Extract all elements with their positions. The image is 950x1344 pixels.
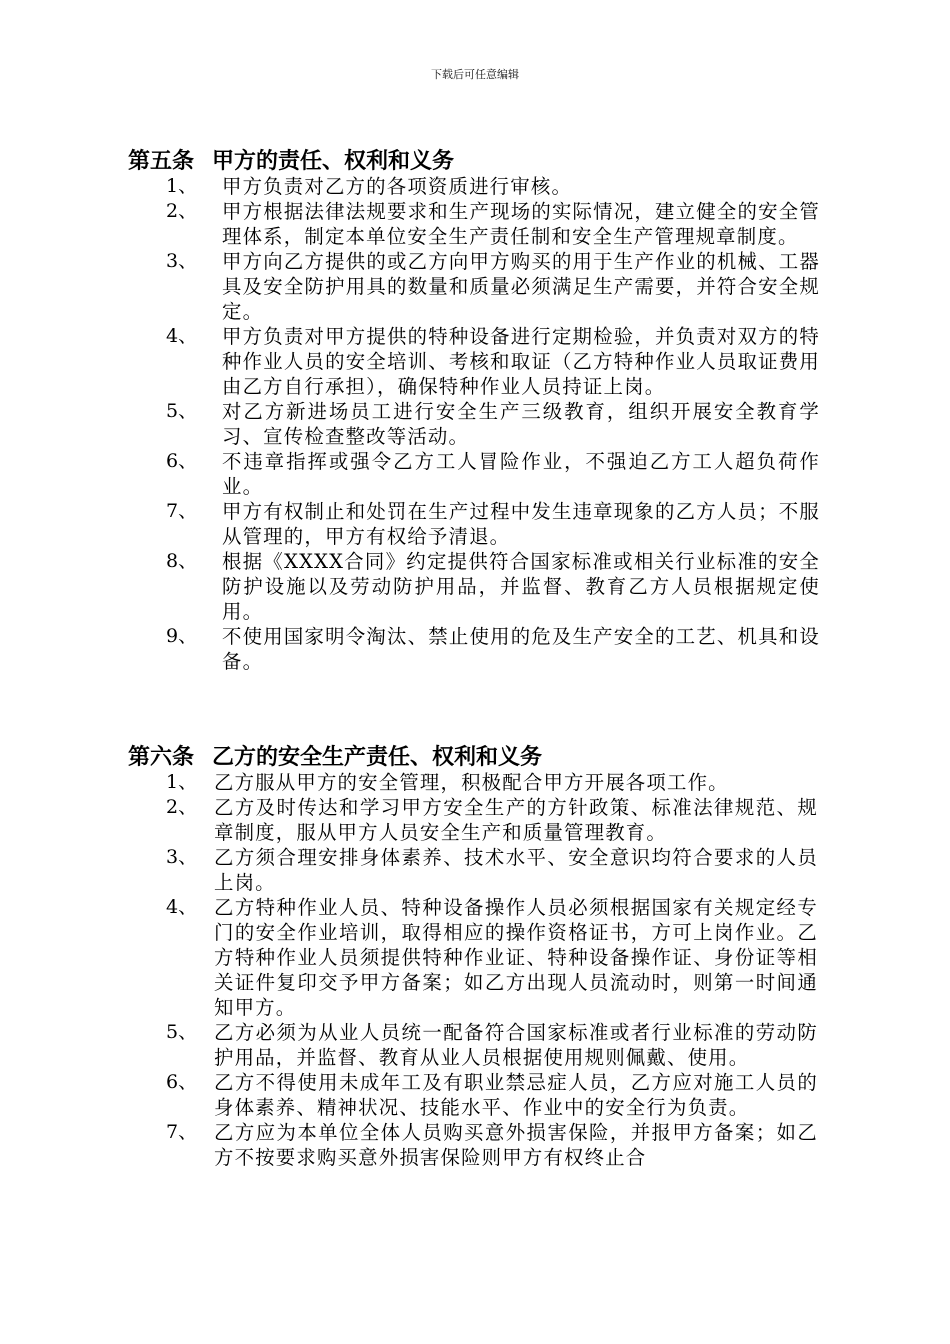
- item-number: 1、: [166, 771, 198, 793]
- list-item: [0, 449, 950, 499]
- list-item: [0, 845, 950, 895]
- item-number: 2、: [166, 200, 198, 222]
- item-number: 5、: [166, 1021, 198, 1043]
- item-text: 乙方特种作业人员、特种设备操作人员必须根据国家有关规定经专门的安全作业培训，取得相应的操作资格证书，方可上岗作业。乙方特种作业人员须提供特种作业证、特种设备操作证、身份证等相关证件复印交予甲方备案；如乙方出现人员流动时，则第一时间通知甲方。: [214, 896, 818, 1019]
- item-text: 甲方向乙方提供的或乙方向甲方购买的用于生产作业的机械、工器具及安全防护用具的数量和质量必须满足生产需要，并符合安全规定。: [222, 250, 820, 323]
- item-number: 4、: [166, 325, 198, 347]
- item-text: 乙方不得使用未成年工及有职业禁忌症人员，乙方应对施工人员的身体素养、精神状况、技能水平、作业中的安全行为负责。: [214, 1071, 818, 1119]
- item-number: 2、: [166, 796, 198, 818]
- item-number: 7、: [166, 1121, 198, 1143]
- section-6-label: 第六条: [128, 744, 195, 770]
- list-item: [0, 795, 950, 845]
- section-5-label: 第五条: [128, 148, 195, 174]
- item-text: 不违章指挥或强令乙方工人冒险作业，不强迫乙方工人超负荷作业。: [222, 450, 820, 498]
- item-text: 乙方须合理安排身体素养、技术水平、安全意识均符合要求的人员上岗。: [214, 846, 818, 894]
- item-number: 8、: [166, 550, 198, 572]
- list-item: [0, 1070, 950, 1120]
- item-number: 6、: [166, 1071, 198, 1093]
- list-item: [0, 499, 950, 549]
- item-text: 乙方必须为从业人员统一配备符合国家标准或者行业标准的劳动防护用品，并监督、教育从业人员根据使用规则佩戴、使用。: [214, 1021, 818, 1069]
- section-6-list: [0, 770, 950, 1170]
- item-number: 5、: [166, 400, 198, 422]
- section-5-title: 甲方的责任、权利和义务: [212, 148, 455, 174]
- item-number: 3、: [166, 846, 198, 868]
- item-text: 不使用国家明令淘汰、禁止使用的危及生产安全的工艺、机具和设备。: [222, 625, 820, 673]
- item-text: 乙方服从甲方的安全管理，积极配合甲方开展各项工作。: [214, 771, 729, 794]
- section-5-list: [0, 174, 950, 674]
- section-6-title: 乙方的安全生产责任、权利和义务: [212, 744, 543, 770]
- item-text: 甲方负责对甲方提供的特种设备进行定期检验，并负责对双方的特种作业人员的安全培训、考核和取证（乙方特种作业人员取证费用由乙方自行承担），确保特种作业人员持证上岗。: [222, 325, 820, 398]
- list-item: [0, 174, 950, 199]
- list-item: [0, 770, 950, 795]
- item-number: 4、: [166, 896, 198, 918]
- section-6-heading: [128, 744, 542, 770]
- list-item: [0, 1120, 950, 1170]
- item-text: 对乙方新进场员工进行安全生产三级教育，组织开展安全教育学习、宣传检查整改等活动。: [222, 400, 820, 448]
- list-item: [0, 399, 950, 449]
- item-text: 甲方有权制止和处罚在生产过程中发生违章现象的乙方人员；不服从管理的，甲方有权给予清退。: [222, 500, 820, 548]
- item-number: 1、: [166, 175, 198, 197]
- list-item: [0, 549, 950, 624]
- list-item: [0, 199, 950, 249]
- list-item: [0, 249, 950, 324]
- section-5-heading: [128, 148, 454, 174]
- list-item: [0, 895, 950, 1020]
- item-text: 甲方负责对乙方的各项资质进行审核。: [222, 175, 573, 198]
- item-text: 乙方应为本单位全体人员购买意外损害保险，并报甲方备案；如乙方不按要求购买意外损害保险则甲方有权终止合: [214, 1121, 818, 1169]
- item-number: 6、: [166, 450, 198, 472]
- list-item: [0, 624, 950, 674]
- list-item: [0, 1020, 950, 1070]
- list-item: [0, 324, 950, 399]
- item-text: 乙方及时传达和学习甲方安全生产的方针政策、标准法律规范、规章制度，服从甲方人员安全生产和质量管理教育。: [214, 796, 818, 844]
- item-number: 7、: [166, 500, 198, 522]
- item-number: 9、: [166, 625, 198, 647]
- page-header: 下载后可任意编辑: [431, 68, 519, 81]
- item-text: 甲方根据法律法规要求和生产现场的实际情况，建立健全的安全管理体系，制定本单位安全生产责任制和安全生产管理规章制度。: [222, 200, 820, 248]
- item-number: 3、: [166, 250, 198, 272]
- item-text: 根据《XXXX合同》约定提供符合国家标准或相关行业标准的安全防护设施以及劳动防护用品，并监督、教育乙方人员根据规定使用。: [222, 550, 820, 623]
